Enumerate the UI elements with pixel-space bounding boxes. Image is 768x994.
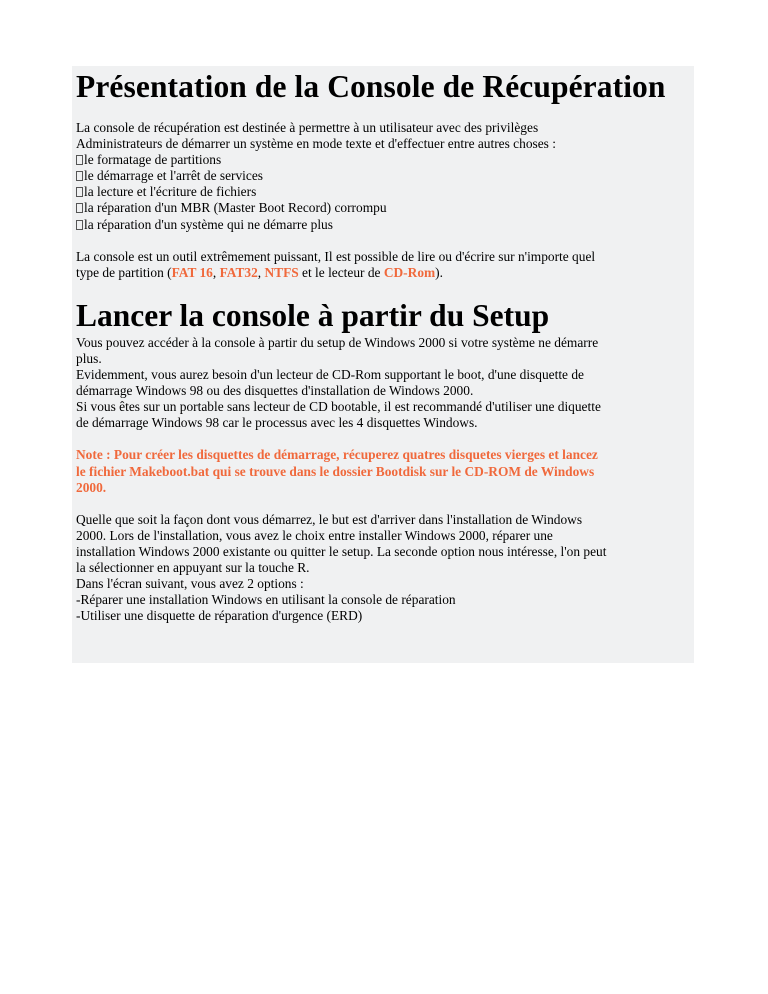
setup-line: plus. (76, 350, 102, 366)
missing-glyph-box-icon (76, 187, 83, 197)
missing-glyph-box-icon (76, 220, 83, 230)
note-paragraph (76, 447, 690, 495)
setup-line: Evidemment, vous aurez besoin d'un lecteur de CD-Rom supportant le boot, d'une disquette de (76, 367, 584, 383)
setup-line: Si vous êtes sur un portable sans lecteur de CD bootable, il est recommandé d'utiliser une diquette (76, 399, 601, 415)
setup-line: de démarrage Windows 98 car le processus avec les 4 disquettes Windows. (76, 415, 478, 431)
setup-paragraph (76, 335, 690, 432)
list-item-text: le démarrage et l'arrêt de services (84, 168, 263, 184)
options-line: -Réparer une installation Windows en utilisant la console de réparation (76, 592, 456, 608)
highlight-ntfs: NTFS (264, 264, 299, 280)
note-line: le fichier Makeboot.bat qui se trouve dans le dossier Bootdisk sur le CD-ROM de Windows (76, 463, 595, 479)
missing-glyph-box-icon (76, 203, 83, 213)
list-item-text: la réparation d'un MBR (Master Boot Record) corrompu (84, 200, 387, 216)
options-line: -Utiliser une disquette de réparation d'urgence (ERD) (76, 608, 363, 624)
options-paragraph (76, 512, 690, 625)
options-line: Dans l'écran suivant, vous avez 2 options : (76, 576, 304, 592)
list-item-text: la lecture et l'écriture de fichiers (84, 184, 257, 200)
note-line: Note : Pour créer les disquettes de démarrage, récuperez quatres disquetes vierges et lancez (76, 447, 598, 463)
section-title-setup: Lancer la console à partir du Setup (76, 297, 550, 333)
setup-line: Vous pouvez accéder à la console à partir du setup de Windows 2000 si votre système ne démarre (76, 334, 599, 350)
list-item-text: le formatage de partitions (84, 152, 222, 168)
list-item (76, 200, 690, 216)
partition-mid: et le lecteur de (298, 264, 384, 280)
power-line: La console est un outil extrêmement puissant, Il est possible de lire ou d'écrire sur n'importe quel (76, 248, 596, 264)
feature-list (76, 152, 690, 232)
highlight-fat32: FAT32 (219, 264, 258, 280)
intro-line: Administrateurs de démarrer un système en mode texte et d'effectuer entre autres choses : (76, 136, 556, 152)
intro-line: La console de récupération est destinée à permettre à un utilisateur avec des privilèges (76, 120, 539, 135)
highlight-cdrom: CD-Rom (383, 264, 436, 280)
note-line: 2000. (76, 479, 107, 495)
missing-glyph-box-icon (76, 155, 83, 165)
document-panel (72, 66, 694, 663)
list-item (76, 217, 690, 233)
list-item-text: la réparation d'un système qui ne démarre plus (84, 216, 333, 232)
options-line: la sélectionner en appuyant sur la touche R. (76, 559, 310, 575)
highlight-fat16: FAT 16 (171, 264, 213, 280)
intro-paragraph (76, 120, 690, 152)
options-line: Quelle que soit la façon dont vous démarrez, le but est d'arriver dans l'installation de Windows (76, 511, 583, 527)
section-title-presentation: Présentation de la Console de Récupération (76, 69, 666, 104)
separator: , (257, 264, 265, 280)
list-item (76, 168, 690, 184)
partition-types-line (76, 265, 690, 281)
options-line: installation Windows 2000 existante ou quitter le setup. La seconde option nous intéresse, l'on peut (76, 543, 607, 559)
separator: , (212, 264, 220, 280)
options-line: 2000. Lors de l'installation, vous avez le choix entre installer Windows 2000, réparer une (76, 527, 553, 543)
setup-line: démarrage Windows 98 ou des disquettes d'installation de Windows 2000. (76, 383, 474, 399)
partition-prefix: type de partition ( (76, 264, 172, 280)
power-paragraph (76, 249, 690, 281)
partition-suffix: ). (435, 264, 443, 280)
list-item (76, 152, 690, 168)
list-item (76, 184, 690, 200)
missing-glyph-box-icon (76, 171, 83, 181)
